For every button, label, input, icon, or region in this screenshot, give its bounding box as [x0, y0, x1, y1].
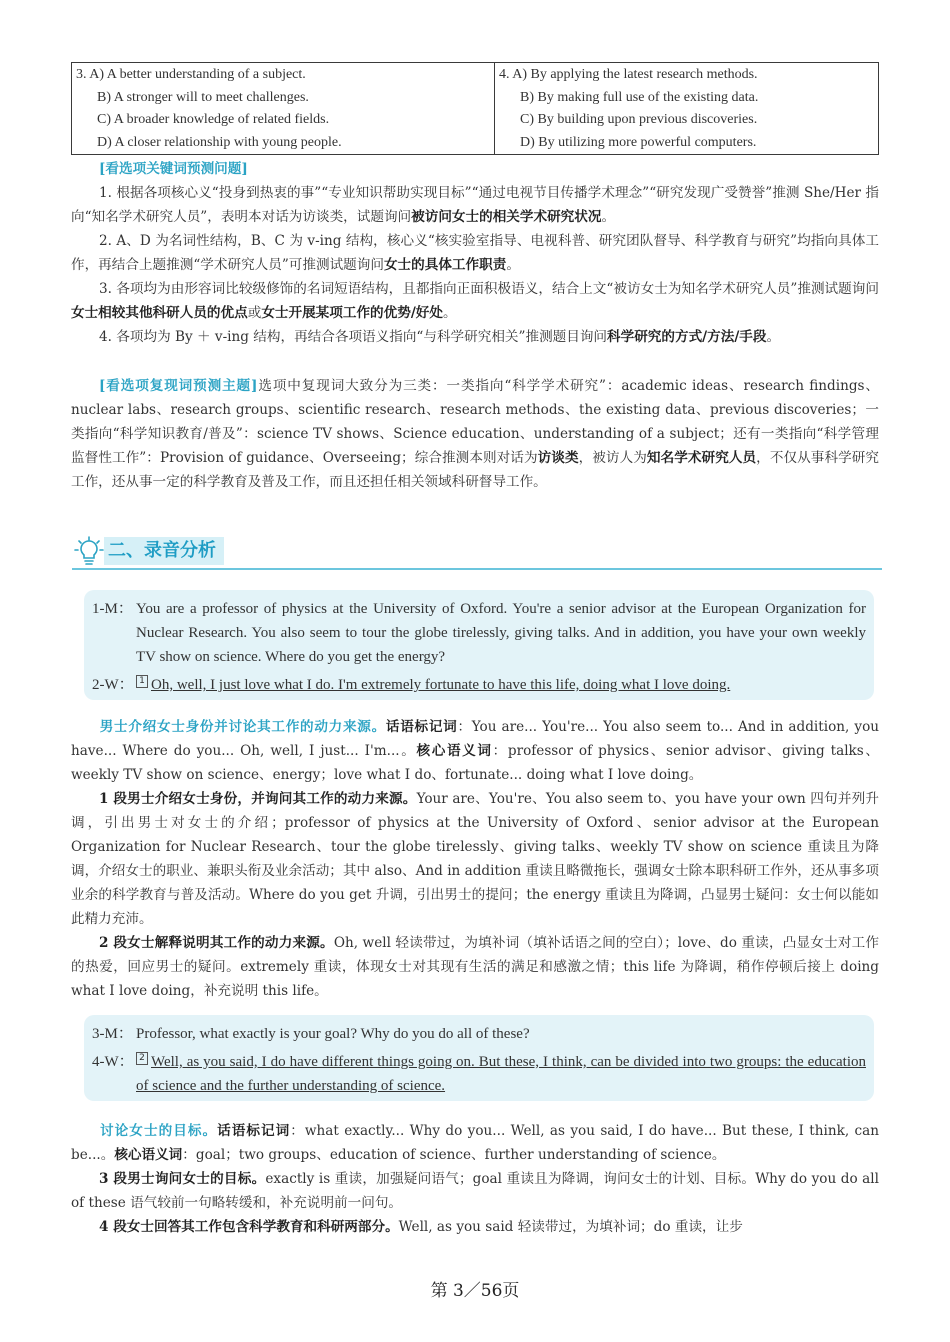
question-number: 4.	[499, 67, 510, 82]
question-number: 3.	[76, 67, 87, 82]
dialog-line-4	[92, 1050, 866, 1098]
predict-topic-tag: [看选项复现词预测主题]	[99, 378, 258, 394]
section-header	[72, 534, 882, 570]
predict-paragraph-1: 1. 根据各项核心义“投身到热衷的事”“专业知识帮助实现目标”“通过电视节目传播学术理念”“研究发现广受赞誉”推测 She/Her 指向“知名学术研究人员”，表明本对话为访谈类，试题询问被访问女士的相关学术研究状况。	[71, 185, 879, 225]
speaker-label: 3-M：	[92, 1026, 133, 1042]
question-number-box: 2	[136, 1052, 148, 1065]
predict-questions-tag: [看选项关键词预测问题]	[99, 161, 248, 177]
analysis-paragraph-4: 4 段女士回答其工作包含科学教育和科研两部分。Well, as you said 轻读带过，为填补词；do 重读，让步	[99, 1219, 743, 1235]
options-table	[71, 62, 879, 155]
predict-questions-heading	[71, 157, 879, 181]
question-number-box: 1	[136, 675, 148, 688]
option-4b: B) By making full use of the existing data.	[520, 89, 759, 105]
option-3c: C) A broader knowledge of related fields.	[97, 112, 330, 127]
speaker-label: 4-W：	[92, 1054, 134, 1070]
question-3-options	[72, 63, 495, 155]
analysis-summary-1: 男士介绍女士身份并讨论其工作的动力来源。话语标记词：You are... You're... You also seem to... And in addition, you have... Where do you... Oh, well, I just... I'm...。核心语义词：professor of physics、senior advisor、giving talks、weekly TV show on science、energy；love what I do、fortunate... doing what I love doing。	[71, 719, 880, 783]
analysis-paragraph-3: 3 段男士询问女士的目标。exactly is 重读，加强疑问语气；goal 重读且为降调，询问女士的计划、目标。Why do you do all of these 语气较前一句略转缓和，补充说明前一问句。	[71, 1171, 879, 1211]
dialog-line-2	[92, 673, 866, 697]
dialog-line-1	[92, 597, 866, 669]
question-4-options	[495, 63, 879, 155]
predict-paragraph-2: 2. A、D 为名词性结构，B、C 为 v-ing 结构，核心义“核实验室指导、电视科普、研究团队督导、科学教育与研究”均指向具体工作，再结合上题推测“学术研究人员”可推测试题询问女士的具体工作职责。	[71, 233, 879, 273]
option-3a: A) A better understanding of a subject.	[89, 67, 306, 82]
page-number: 第 3／56页	[430, 1281, 520, 1301]
speaker-label: 1-M：	[92, 601, 133, 617]
dialog-box-1	[84, 590, 874, 700]
option-4a: A) By applying the latest research methods.	[512, 67, 758, 82]
analysis-summary-2: 讨论女士的目标。话语标记词：what exactly... Why do you... Well, as you said, I do have... But these, I think, can be...。核心语义词：goal；two groups、education of science、further understanding of science。	[71, 1123, 879, 1163]
option-3b: B) A stronger will to meet challenges.	[97, 89, 309, 105]
option-4d: D) By utilizing more powerful computers.	[520, 134, 757, 150]
lightbulb-icon	[74, 536, 104, 566]
dialog-text: You are a professor of physics at the University of Oxford. You're a senior advisor at the European Organization for Nuclear Research. You also seem to tour the globe tirelessly, giving talks. And in addition, you have your own weekly TV show on science. Where do you get the energy?	[136, 601, 866, 665]
predict-paragraph-3: 3. 各项均为由形容词比较级修饰的名词短语结构，且都指向正面积极语义，结合上文“被访女士为知名学术研究人员”推测试题询问女士相较其他科研人员的优点或女士开展某项工作的优势/好处。	[71, 281, 879, 321]
dialog-text: Professor, what exactly is your goal? Why do you do all of these?	[136, 1026, 530, 1042]
section-title: 二、录音分析	[104, 537, 224, 565]
option-3d: D) A closer relationship with young people.	[97, 134, 342, 150]
predict-topic-paragraph: [看选项复现词预测主题]选项中复现词大致分为三类：一类指向“科学学术研究”：academic ideas、research findings、nuclear labs、research groups、scientific research、research methods、the existing data、previous discoveries；一类指向“科学知识教育/普及”：science TV shows、Science education、understanding of a subject；还有一类指向“科学管理监督性工作”：Provision of guidance、Overseeing；综合推测本则对话为访谈类，被访人为知名学术研究人员，不仅从事科学研究工作，还从事一定的科学教育及普及工作，而且还担任相关领域科研督导工作。	[71, 378, 880, 490]
option-4c: C) By building upon previous discoveries.	[520, 112, 758, 127]
dialog-line-3	[92, 1022, 866, 1046]
analysis-paragraph-1: 1 段男士介绍女士身份，并询问其工作的动力来源。Your are、You're、You also seem to、you have your own 四句并列升调，引出男士对女士的介绍；professor of physics at the University of Oxford、senior advisor at the European Organization for Nuclear Research、tour the globe tirelessly、giving talks、weekly TV show on science 重读且为降调，介绍女士的职业、兼职头衔及业余活动；其中 also、And in addition 重读且略微拖长，强调女士除本职科研工作外，还从事多项业余的科学教育与普及活动。Where do you get 升调，引出男士的提问；the energy 重读且为降调，凸显男士疑问：女士何以能如此精力充沛。	[71, 791, 879, 927]
speaker-label: 2-W：	[92, 677, 134, 693]
dialog-text-underlined: Well, as you said, I do have different things going on. But these, I think, can be divided into two groups: the education of science and the further understanding of science.	[136, 1054, 866, 1094]
analysis-paragraph-2: 2 段女士解释说明其工作的动力来源。Oh, well 轻读带过，为填补词（填补话语之间的空白）；love、do 重读，凸显女士对工作的热爱，回应男士的疑问。extremely 重读，体现女士对其现有生活的满足和感激之情；this life 为降调，稍作停顿后接上 doing what I love doing，补充说明 this life。	[71, 935, 879, 999]
dialog-box-2	[84, 1015, 874, 1101]
predict-paragraph-4: 4. 各项均为 By ＋ v-ing 结构，再结合各项语义指向“与科学研究相关”推测题目询问科学研究的方式/方法/手段。	[99, 329, 781, 345]
dialog-text-underlined: Oh, well, I just love what I do. I'm extremely fortunate to have this life, doing what I love doing.	[151, 677, 731, 693]
